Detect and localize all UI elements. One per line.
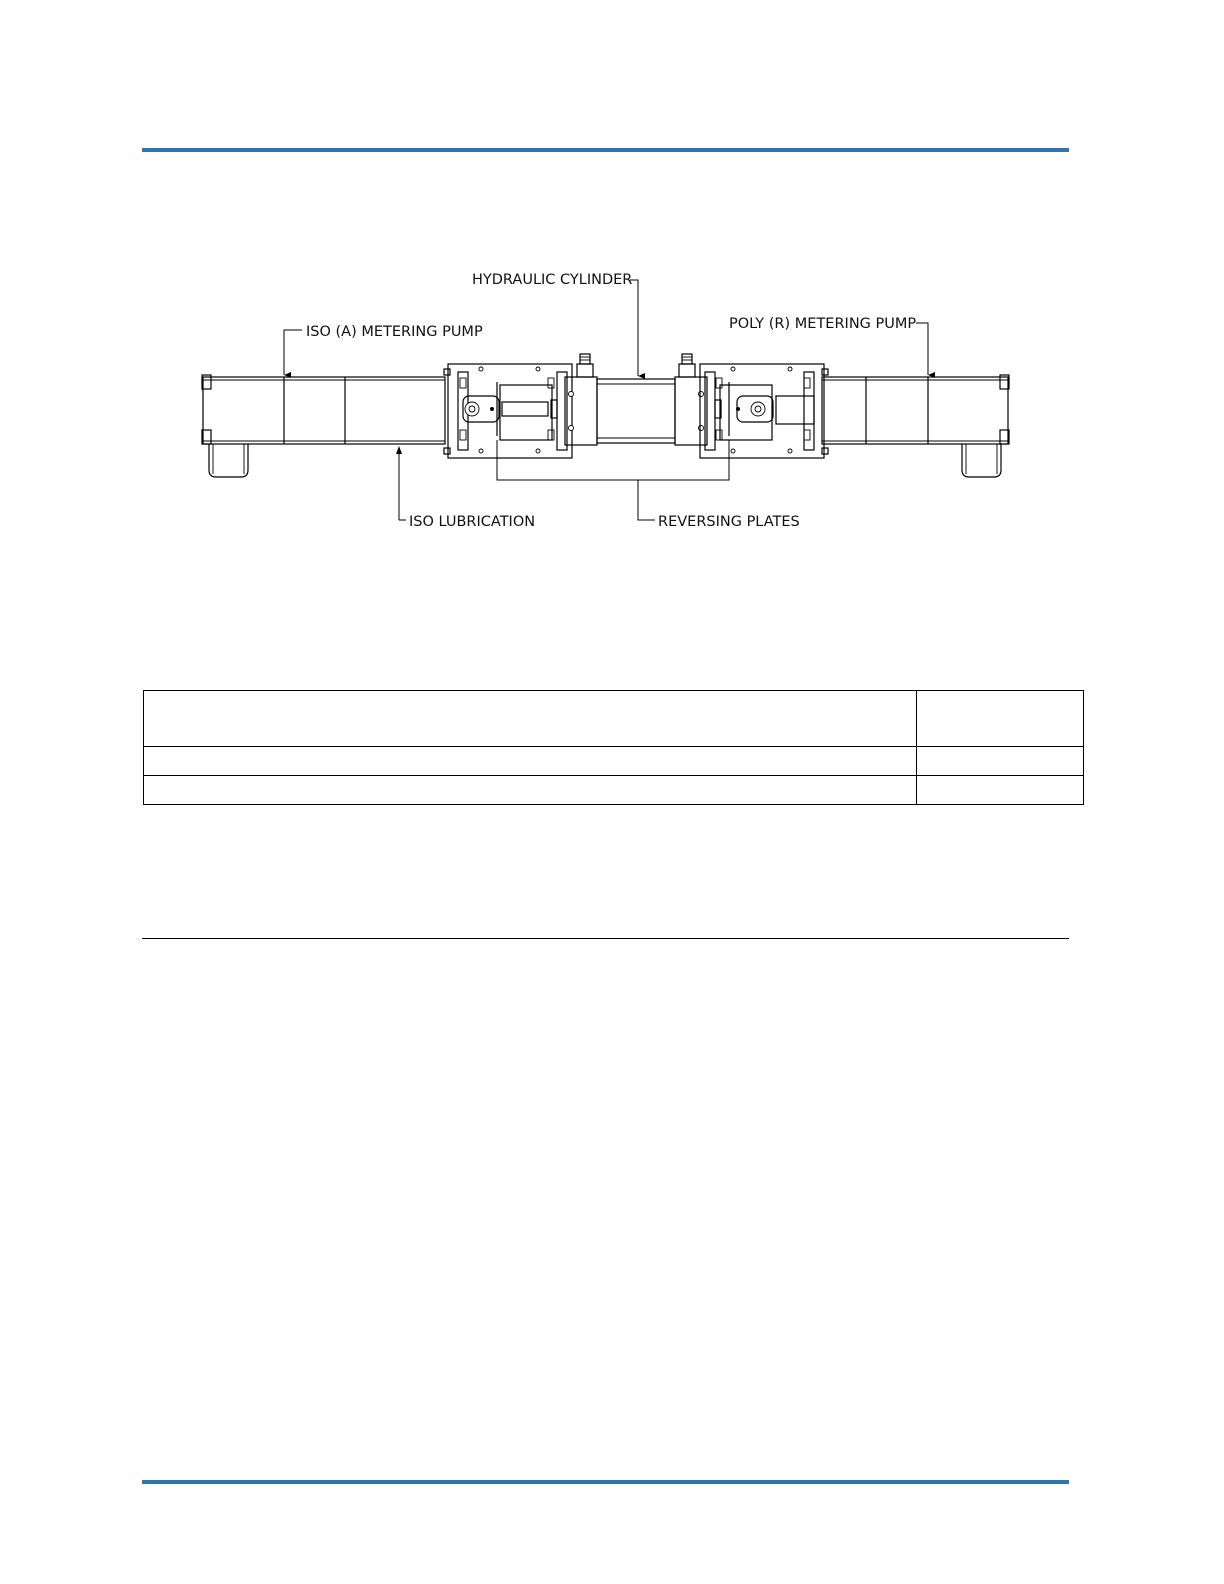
right-reversing-plate-frame (700, 364, 828, 458)
table-header-cell (917, 691, 1084, 747)
table-header-row (144, 691, 1084, 747)
label-hydraulic-cylinder: HYDRAULIC CYLINDER (472, 272, 633, 288)
hydraulic-cylinder-drawing (565, 354, 707, 445)
table-cell (144, 776, 917, 805)
left-reversing-plate-frame (444, 364, 572, 458)
label-reversing-plates: REVERSING PLATES (658, 514, 800, 530)
table-header-cell (144, 691, 917, 747)
iso-metering-pump-drawing (202, 375, 445, 477)
poly-metering-pump-drawing (822, 375, 1009, 477)
table-cell (144, 747, 917, 776)
spec-table (143, 690, 1084, 805)
table-cell (917, 776, 1084, 805)
label-iso-metering-pump: ISO (A) METERING PUMP (306, 324, 483, 340)
table-row (144, 747, 1084, 776)
label-poly-metering-pump: POLY (R) METERING PUMP (729, 316, 917, 332)
label-iso-lubrication: ISO LUBRICATION (409, 514, 536, 530)
section-divider (142, 938, 1069, 939)
table-cell (917, 747, 1084, 776)
metering-pump-assembly-diagram (0, 0, 1224, 600)
table-row (144, 776, 1084, 805)
footer-rule (142, 1480, 1069, 1484)
